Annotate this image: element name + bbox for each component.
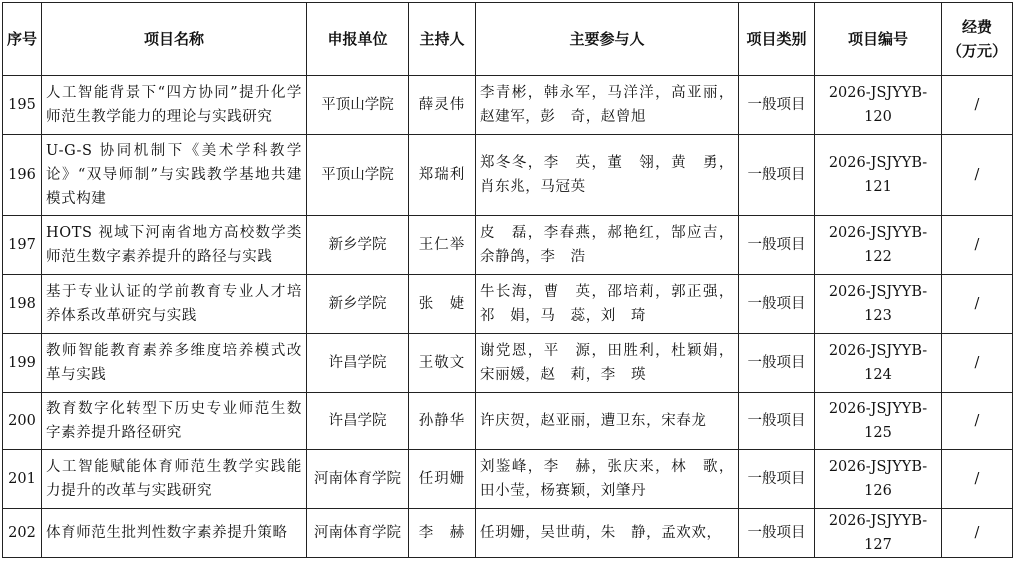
header-host: 主持人 — [409, 3, 476, 76]
row-type: 一般项目 — [739, 393, 815, 450]
row-unit: 新乡学院 — [307, 275, 409, 334]
row-code: 2026-JSJYYB-126 — [815, 450, 942, 509]
row-project-name: 人工智能赋能体育师范生教学实践能力提升的改革与实践研究 — [42, 450, 307, 509]
row-fund: / — [942, 334, 1013, 393]
row-project-name: 教师智能教育素养多维度培养模式改革与实践 — [42, 334, 307, 393]
row-unit: 许昌学院 — [307, 334, 409, 393]
row-participants: 谢党恩，平 源，田胜利，杜颖娟，宋丽媛，赵 莉，李 瑛 — [476, 334, 739, 393]
row-project-name: U-G-S 协同机制下《美术学科教学论》“双导师制”与实践教学基地共建模式构建 — [42, 135, 307, 216]
row-host: 王敬文 — [409, 334, 476, 393]
row-participants: 李青彬，韩永军，马洋洋，高亚丽，赵建军，彭 奇，赵曾旭 — [476, 76, 739, 135]
row-no: 202 — [3, 509, 42, 558]
header-fund — [942, 3, 1013, 76]
row-type: 一般项目 — [739, 135, 815, 216]
row-code: 2026-JSJYYB-121 — [815, 135, 942, 216]
row-no: 200 — [3, 393, 42, 450]
table-row — [3, 334, 1013, 393]
row-fund: / — [942, 76, 1013, 135]
row-type: 一般项目 — [739, 450, 815, 509]
row-unit: 河南体育学院 — [307, 509, 409, 558]
row-participants: 皮 磊，李春燕，郝艳红，郜应吉，余静鸽，李 浩 — [476, 216, 739, 275]
row-type: 一般项目 — [739, 275, 815, 334]
row-host: 王仁举 — [409, 216, 476, 275]
row-participants: 任玥姗，吴世萌，朱 静，孟欢欢， — [476, 509, 739, 558]
table-row — [3, 135, 1013, 216]
row-project-name: HOTS 视域下河南省地方高校数学类师范生数字素养提升的路径与实践 — [42, 216, 307, 275]
row-code: 2026-JSJYYB-124 — [815, 334, 942, 393]
row-no: 201 — [3, 450, 42, 509]
row-type: 一般项目 — [739, 76, 815, 135]
row-participants: 牛长海，曹 英，邵培莉，郭正强，祁 娟，马 蕊，刘 琦 — [476, 275, 739, 334]
row-host: 孙静华 — [409, 393, 476, 450]
row-no: 198 — [3, 275, 42, 334]
row-no: 195 — [3, 76, 42, 135]
row-project-name: 体育师范生批判性数字素养提升策略 — [42, 509, 307, 558]
row-code: 2026-JSJYYB-123 — [815, 275, 942, 334]
row-code: 2026-JSJYYB-120 — [815, 76, 942, 135]
row-no: 199 — [3, 334, 42, 393]
header-type: 项目类别 — [739, 3, 815, 76]
row-host: 薛灵伟 — [409, 76, 476, 135]
row-type: 一般项目 — [739, 216, 815, 275]
row-code: 2026-JSJYYB-122 — [815, 216, 942, 275]
header-fund-line1: 经费 — [961, 18, 992, 36]
row-project-name: 教育数字化转型下历史专业师范生数字素养提升路径研究 — [42, 393, 307, 450]
row-unit: 新乡学院 — [307, 216, 409, 275]
row-unit: 平顶山学院 — [307, 76, 409, 135]
row-unit: 许昌学院 — [307, 393, 409, 450]
table-row — [3, 216, 1013, 275]
row-host: 张 婕 — [409, 275, 476, 334]
row-type: 一般项目 — [739, 509, 815, 558]
row-host: 李 赫 — [409, 509, 476, 558]
table-row — [3, 275, 1013, 334]
header-code: 项目编号 — [815, 3, 942, 76]
header-no: 序号 — [3, 3, 42, 76]
header-row — [3, 3, 1013, 76]
header-name: 项目名称 — [42, 3, 307, 76]
table-row — [3, 393, 1013, 450]
row-unit: 平顶山学院 — [307, 135, 409, 216]
row-code: 2026-JSJYYB-127 — [815, 509, 942, 558]
row-participants: 刘鉴峰，李 赫，张庆来，林 歌，田小莹，杨赛颖，刘肇丹 — [476, 450, 739, 509]
project-table — [2, 2, 1013, 558]
row-unit: 河南体育学院 — [307, 450, 409, 509]
table-row — [3, 76, 1013, 135]
header-unit: 申报单位 — [307, 3, 409, 76]
row-host: 任玥姗 — [409, 450, 476, 509]
header-fund-line2: （万元） — [946, 42, 1007, 60]
row-fund: / — [942, 216, 1013, 275]
row-participants: 郑冬冬，李 英，董 翎，黄 勇，肖东兆，马冠英 — [476, 135, 739, 216]
row-no: 197 — [3, 216, 42, 275]
row-fund: / — [942, 509, 1013, 558]
row-project-name: 人工智能背景下“四方协同”提升化学师范生教学能力的理论与实践研究 — [42, 76, 307, 135]
row-fund: / — [942, 135, 1013, 216]
row-participants: 许庆贺，赵亚丽，遭卫东，宋春龙 — [476, 393, 739, 450]
row-fund: / — [942, 275, 1013, 334]
table-row — [3, 509, 1013, 558]
header-participants: 主要参与人 — [476, 3, 739, 76]
row-project-name: 基于专业认证的学前教育专业人才培养体系改革研究与实践 — [42, 275, 307, 334]
row-no: 196 — [3, 135, 42, 216]
row-code: 2026-JSJYYB-125 — [815, 393, 942, 450]
row-fund: / — [942, 393, 1013, 450]
row-host: 郑瑞利 — [409, 135, 476, 216]
table-row — [3, 450, 1013, 509]
row-fund: / — [942, 450, 1013, 509]
row-type: 一般项目 — [739, 334, 815, 393]
